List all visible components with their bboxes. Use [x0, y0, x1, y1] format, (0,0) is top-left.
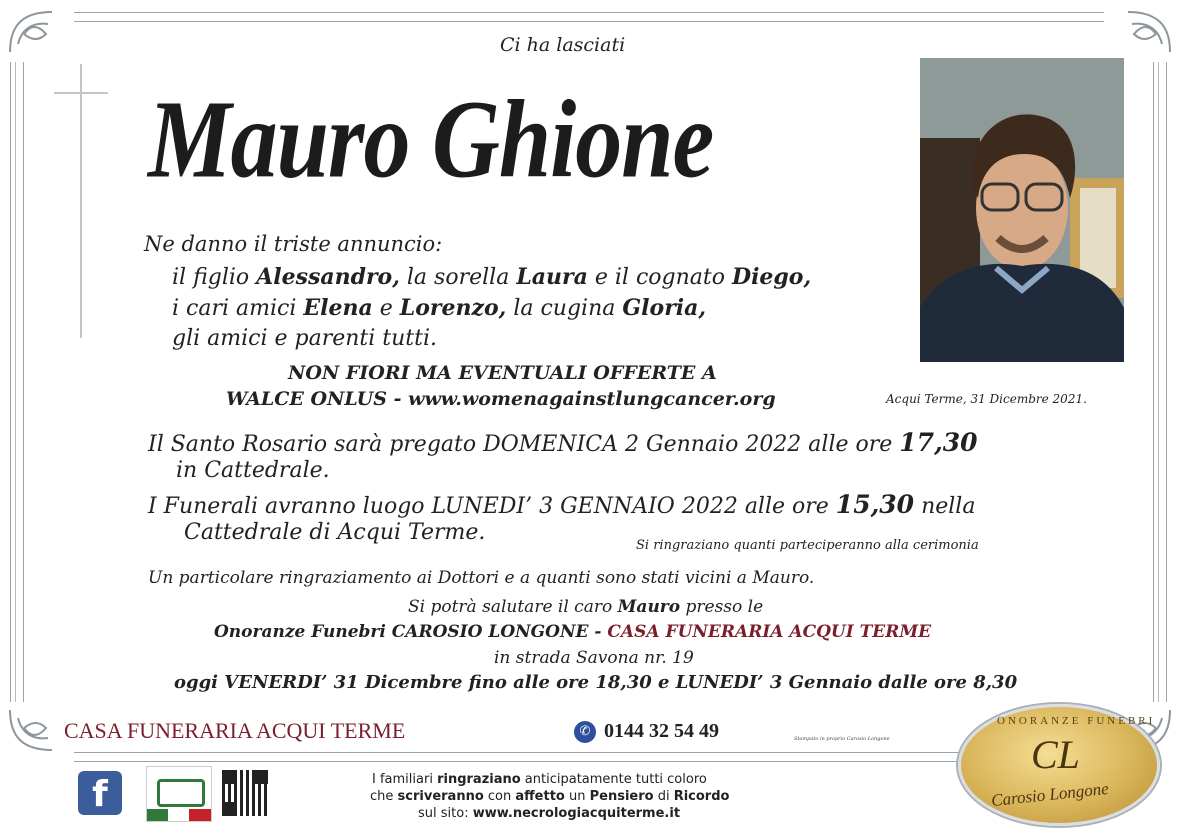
offering-line-2: WALCE ONLUS - www.womenagainstlungcancer.org [226, 388, 776, 410]
logo-monogram: CL [1031, 732, 1080, 777]
phone-number[interactable]: 0144 32 54 49 [604, 720, 719, 742]
intro-text: Ci ha lasciati [500, 34, 626, 56]
frame-left [10, 62, 24, 702]
announcement-line-2: i cari amici Elena e Lorenzo, la cugina Gloria, [172, 295, 707, 321]
funeral-line-1: I Funerali avranno luogo LUNEDI’ 3 GENNAIO 2022 alle ore 15,30 nella [148, 490, 976, 519]
visit-line-4: oggi VENERDI’ 31 Dicembre fino alle ore 18,30 e LUNEDI’ 3 Gennaio dalle ore 8,30 [174, 672, 1018, 693]
thanks-doctors: Un particolare ringraziamento ai Dottori e a quanti sono stati vicini a Mauro. [148, 568, 815, 588]
deceased-name: Mauro Ghione [148, 78, 714, 202]
corner-ornament-top-left-icon [4, 4, 72, 58]
logo-script: Carosio Longone [990, 778, 1110, 811]
place-date: Acqui Terme, 31 Dicembre 2021. [886, 392, 1087, 406]
visit-line-3: in strada Savona nr. 19 [494, 648, 694, 668]
announcement-lead: Ne danno il triste annuncio: [144, 232, 443, 256]
deceased-photo [920, 58, 1124, 362]
phone-icon: ✆ [574, 721, 596, 743]
logo-arc-text: ONORANZE FUNEBRI [997, 715, 1156, 727]
offering-line-1: NON FIORI MA EVENTUALI OFFERTE A [288, 362, 717, 384]
family-line-2: che scriveranno con affetto un Pensiero di Ricordo [370, 789, 730, 804]
printer-note: Stampato in proprio Carosio Longone [794, 736, 890, 742]
visit-line-2: Onoranze Funebri CAROSIO LONGONE - CASA FUNERARIA ACQUI TERME [214, 622, 932, 642]
announcement-line-1: il figlio Alessandro, la sorella Laura e il cognato Diego, [172, 264, 812, 290]
cross-icon [80, 64, 82, 338]
frame-top [74, 12, 1104, 22]
announcement-line-3: gli amici e parenti tutti. [172, 326, 438, 351]
casa-funeraria-label: CASA FUNERARIA ACQUI TERME [64, 718, 406, 743]
store-app-icon[interactable] [146, 766, 212, 822]
cross-bar [54, 92, 108, 94]
rosary-line-1: Il Santo Rosario sarà pregato DOMENICA 2 Gennaio 2022 alle ore 17,30 [148, 428, 978, 457]
frame-right [1153, 62, 1167, 702]
funeral-line-2: Cattedrale di Acqui Terme. [184, 520, 486, 545]
visit-line-1: Si potrà salutare il caro Mauro presso le [408, 597, 764, 617]
corner-ornament-bottom-left-icon [4, 704, 72, 758]
family-line-3: sul sito: www.necrologiacquiterme.it [418, 806, 681, 821]
rosary-line-2: in Cattedrale. [176, 458, 330, 483]
corner-ornament-top-right-icon [1108, 4, 1176, 58]
family-line-1: I familiari ringraziano anticipatamente tutti coloro [372, 772, 707, 787]
qr-code-icon[interactable] [222, 770, 268, 816]
thanks-ceremony: Si ringraziano quanti parteciperanno alla cerimonia [636, 538, 979, 553]
facebook-icon[interactable]: f [78, 771, 122, 815]
frame-bottom [74, 752, 1104, 762]
carosio-longone-logo [958, 704, 1160, 826]
